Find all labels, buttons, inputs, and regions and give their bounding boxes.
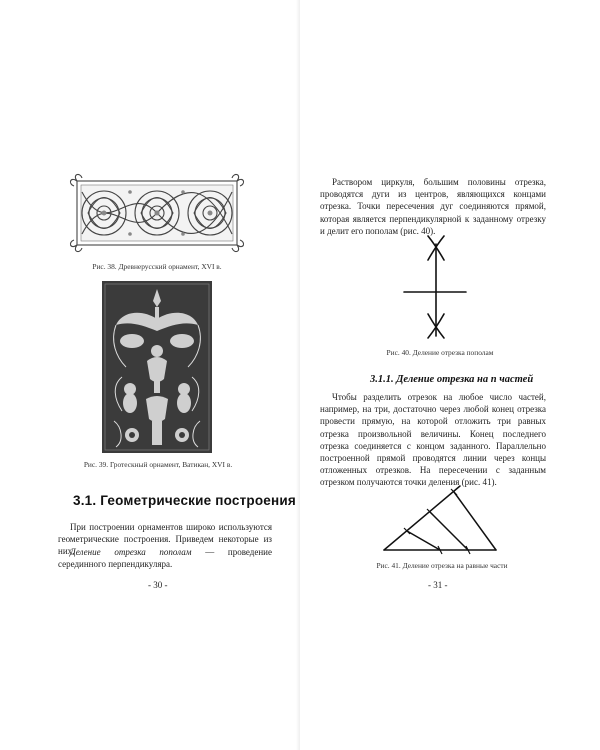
figure-39-caption: Рис. 39. Гротескный орнамент, Ватикан, XVI в.	[83, 460, 233, 469]
right-page	[300, 0, 600, 750]
page-number-30: - 30 -	[148, 580, 168, 590]
paragraph-1: Раствором циркуля, большим половины отрезка, проводятся дуги из центров, являющихся концами отрезка. Точки пересечения дуг соединяются прямой, которая является перпендикулярной к заданному отрезку и делит его пополам (рис. 40).	[320, 177, 546, 236]
figure-38-caption: Рис. 38. Древнерусский орнамент, XVI в.	[92, 262, 222, 271]
subsection-heading: 3.1.1. Деление отрезка на n частей	[370, 374, 534, 385]
old-russian-ornament-image	[68, 172, 246, 254]
figure-40-diagram	[400, 230, 470, 342]
section-heading: 3.1. Геометрические построения	[73, 493, 296, 508]
term-bisection: Деление отрезка пополам	[70, 547, 192, 557]
figure-41-caption: Рис. 41. Деление отрезка на равные части	[376, 561, 508, 570]
figure-40-caption: Рис. 40. Деление отрезка пополам	[386, 348, 494, 357]
grotesque-ornament-image	[102, 281, 212, 453]
paragraph-2-text: — проведение серединного перпендикуляра.	[58, 547, 272, 570]
paragraph-1: При построении орнаментов широко используются геометрические построения. Приведем некоторые из них.	[58, 522, 272, 557]
paragraph-2: Чтобы разделить отрезок на любое число частей, например, на три, достаточно через любой конец отрезка провести прямую, на которой отложить три равных отрезка произвольной величины. Конец последнего отрезка соединяется с концом заданного. Параллельно построенной прямой проводятся линии через концы отложенных отрезков. На пересечении с заданным отрезком получаются точки деления (рис. 41).	[320, 392, 546, 488]
figure-41-diagram	[380, 482, 500, 556]
page-number-31: - 31 -	[428, 580, 448, 590]
paragraph-2	[58, 546, 272, 570]
